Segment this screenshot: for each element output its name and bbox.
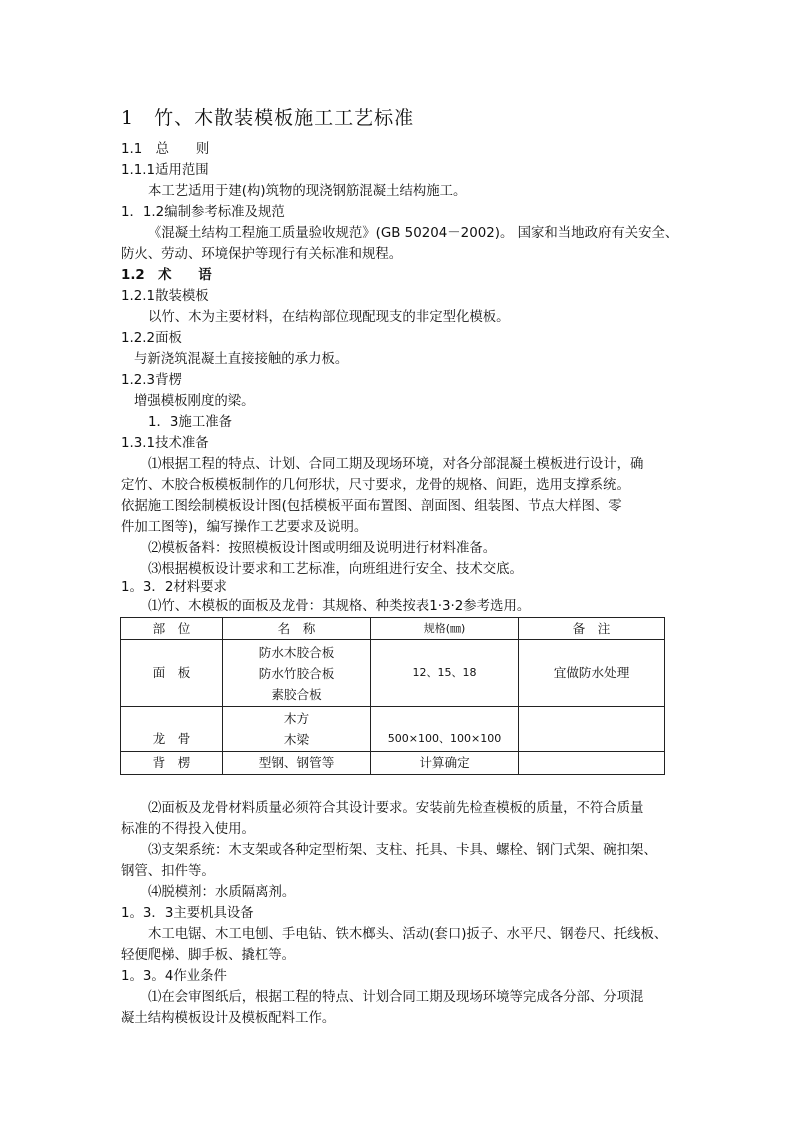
table-cell-names (223, 707, 371, 752)
table-cell-note: 宜做防水处理 (519, 640, 665, 707)
paragraph: 本工艺适用于建(构)筑物的现浇钢筋混凝土结构施工。 (148, 184, 467, 199)
subsection-heading-1-1-2: 1．1.2编制参考标准及规范 (121, 205, 285, 220)
table-cell-spec: 12、15、18 (371, 640, 519, 707)
paragraph: ⑷脱模剂：水质隔离剂。 (148, 885, 296, 900)
paragraph: ⑶支架系统：木支架或各种定型桁架、支柱、托具、卡具、螺栓、钢门式架、碗扣架、 (148, 843, 657, 858)
table-header: 备 注 (519, 618, 665, 640)
paragraph: ⑴根据工程的特点、计划、合同工期及现场环境，对各分部混凝土模板进行设计，确 (148, 457, 644, 472)
table-cell-spec: 计算确定 (371, 752, 519, 775)
paragraph: 标准的不得投入使用。 (121, 822, 255, 837)
paragraph: 依据施工图绘制模板设计图(包括模板平面布置图、剖面图、组装图、节点大样图、零 (121, 499, 622, 514)
paragraph: 与新浇筑混凝土直接接触的承力板。 (134, 352, 349, 367)
paragraph: 以竹、木为主要材料，在结构部位现配现支的非定型化模板。 (148, 310, 510, 325)
paragraph: ⑵面板及龙骨材料质量必须符合其设计要求。安装前先检查模板的质量，不符合质量 (148, 801, 644, 816)
table-cell-names (223, 640, 371, 707)
material-name: 防水竹胶合板 (258, 665, 335, 681)
material-spec-table (120, 617, 665, 775)
material-name: 素胶合板 (271, 686, 322, 702)
subsection-heading-1-2-1: 1.2.1散装模板 (121, 289, 209, 304)
subsection-heading-1-1-1: 1.1.1适用范围 (121, 163, 209, 178)
subsection-heading-1-3-3: 1。3．3主要机具设备 (121, 906, 254, 921)
paragraph: ⑵模板备料：按照模板设计图或明细及说明进行材料准备。 (148, 541, 497, 556)
paragraph: 钢管、扣件等。 (121, 864, 215, 879)
table-header-row (121, 618, 665, 640)
table-header: 名 称 (223, 618, 371, 640)
material-name: 防水木胶合板 (258, 644, 335, 660)
section-heading-1-2: 1.2 术 语 (121, 268, 212, 283)
section-heading-1-1: 1.1 总 则 (121, 142, 210, 157)
paragraph: 定竹、木胶合板模板制作的几何形状，尺寸要求，龙骨的规格、间距，选用支撑系统。 (121, 478, 630, 493)
paragraph: 《混凝土结构工程施工质量验收规范》(GB 50204－2002)。 国家和当地政府有关安全、 (148, 226, 679, 241)
section-heading-1-3: 1．3施工准备 (148, 415, 232, 430)
table-row (121, 707, 665, 752)
paragraph: 凝土结构模板设计及模板配料工作。 (121, 1011, 336, 1026)
table-cell-part: 面 板 (121, 640, 223, 707)
paragraph: ⑴在会审图纸后，根据工程的特点、计划合同工期及现场环境等完成各分部、分项混 (148, 990, 644, 1005)
table-cell-note (519, 752, 665, 775)
table-header: 部 位 (121, 618, 223, 640)
subsection-heading-1-3-4: 1。3。4作业条件 (121, 969, 227, 984)
paragraph: 增强模板刚度的梁。 (134, 394, 255, 409)
subsection-heading-1-2-3: 1.2.3背楞 (121, 373, 182, 388)
subsection-heading-1-3-1: 1.3.1技术准备 (121, 436, 209, 451)
table-cell-spec: 500×100、100×100 (371, 707, 519, 752)
page-title: 1 竹、木散装模板施工工艺标准 (121, 107, 415, 129)
material-name: 木梁 (283, 732, 310, 747)
table-cell-part: 背 楞 (121, 752, 223, 775)
material-name: 木方 (283, 711, 310, 726)
table-cell-part: 龙 骨 (121, 707, 223, 752)
subsection-heading-1-2-2: 1.2.2面板 (121, 331, 182, 346)
paragraph: 防火、劳动、环境保护等现行有关标准和规程。 (121, 247, 403, 262)
table-cell-note (519, 707, 665, 752)
paragraph: 轻便爬梯、脚手板、撬杠等。 (121, 948, 296, 963)
table-header: 规格(㎜) (371, 618, 519, 640)
paragraph: 件加工图等)，编写操作工艺要求及说明。 (121, 520, 368, 535)
table-row (121, 640, 665, 707)
table-cell-names: 型钢、钢管等 (223, 752, 371, 775)
paragraph: ⑴竹、木模板的面板及龙骨：其规格、种类按表1·3·2参考选用。 (148, 599, 531, 614)
table-row (121, 752, 665, 775)
paragraph: 木工电锯、木工电刨、手电钻、铁木榔头、活动(套口)扳子、水平尺、钢卷尺、托线板、 (148, 927, 668, 942)
paragraph: ⑶根据模板设计要求和工艺标准，向班组进行安全、技术交底。 (148, 562, 523, 577)
subsection-heading-1-3-2: 1。3．2材料要求 (121, 580, 227, 595)
